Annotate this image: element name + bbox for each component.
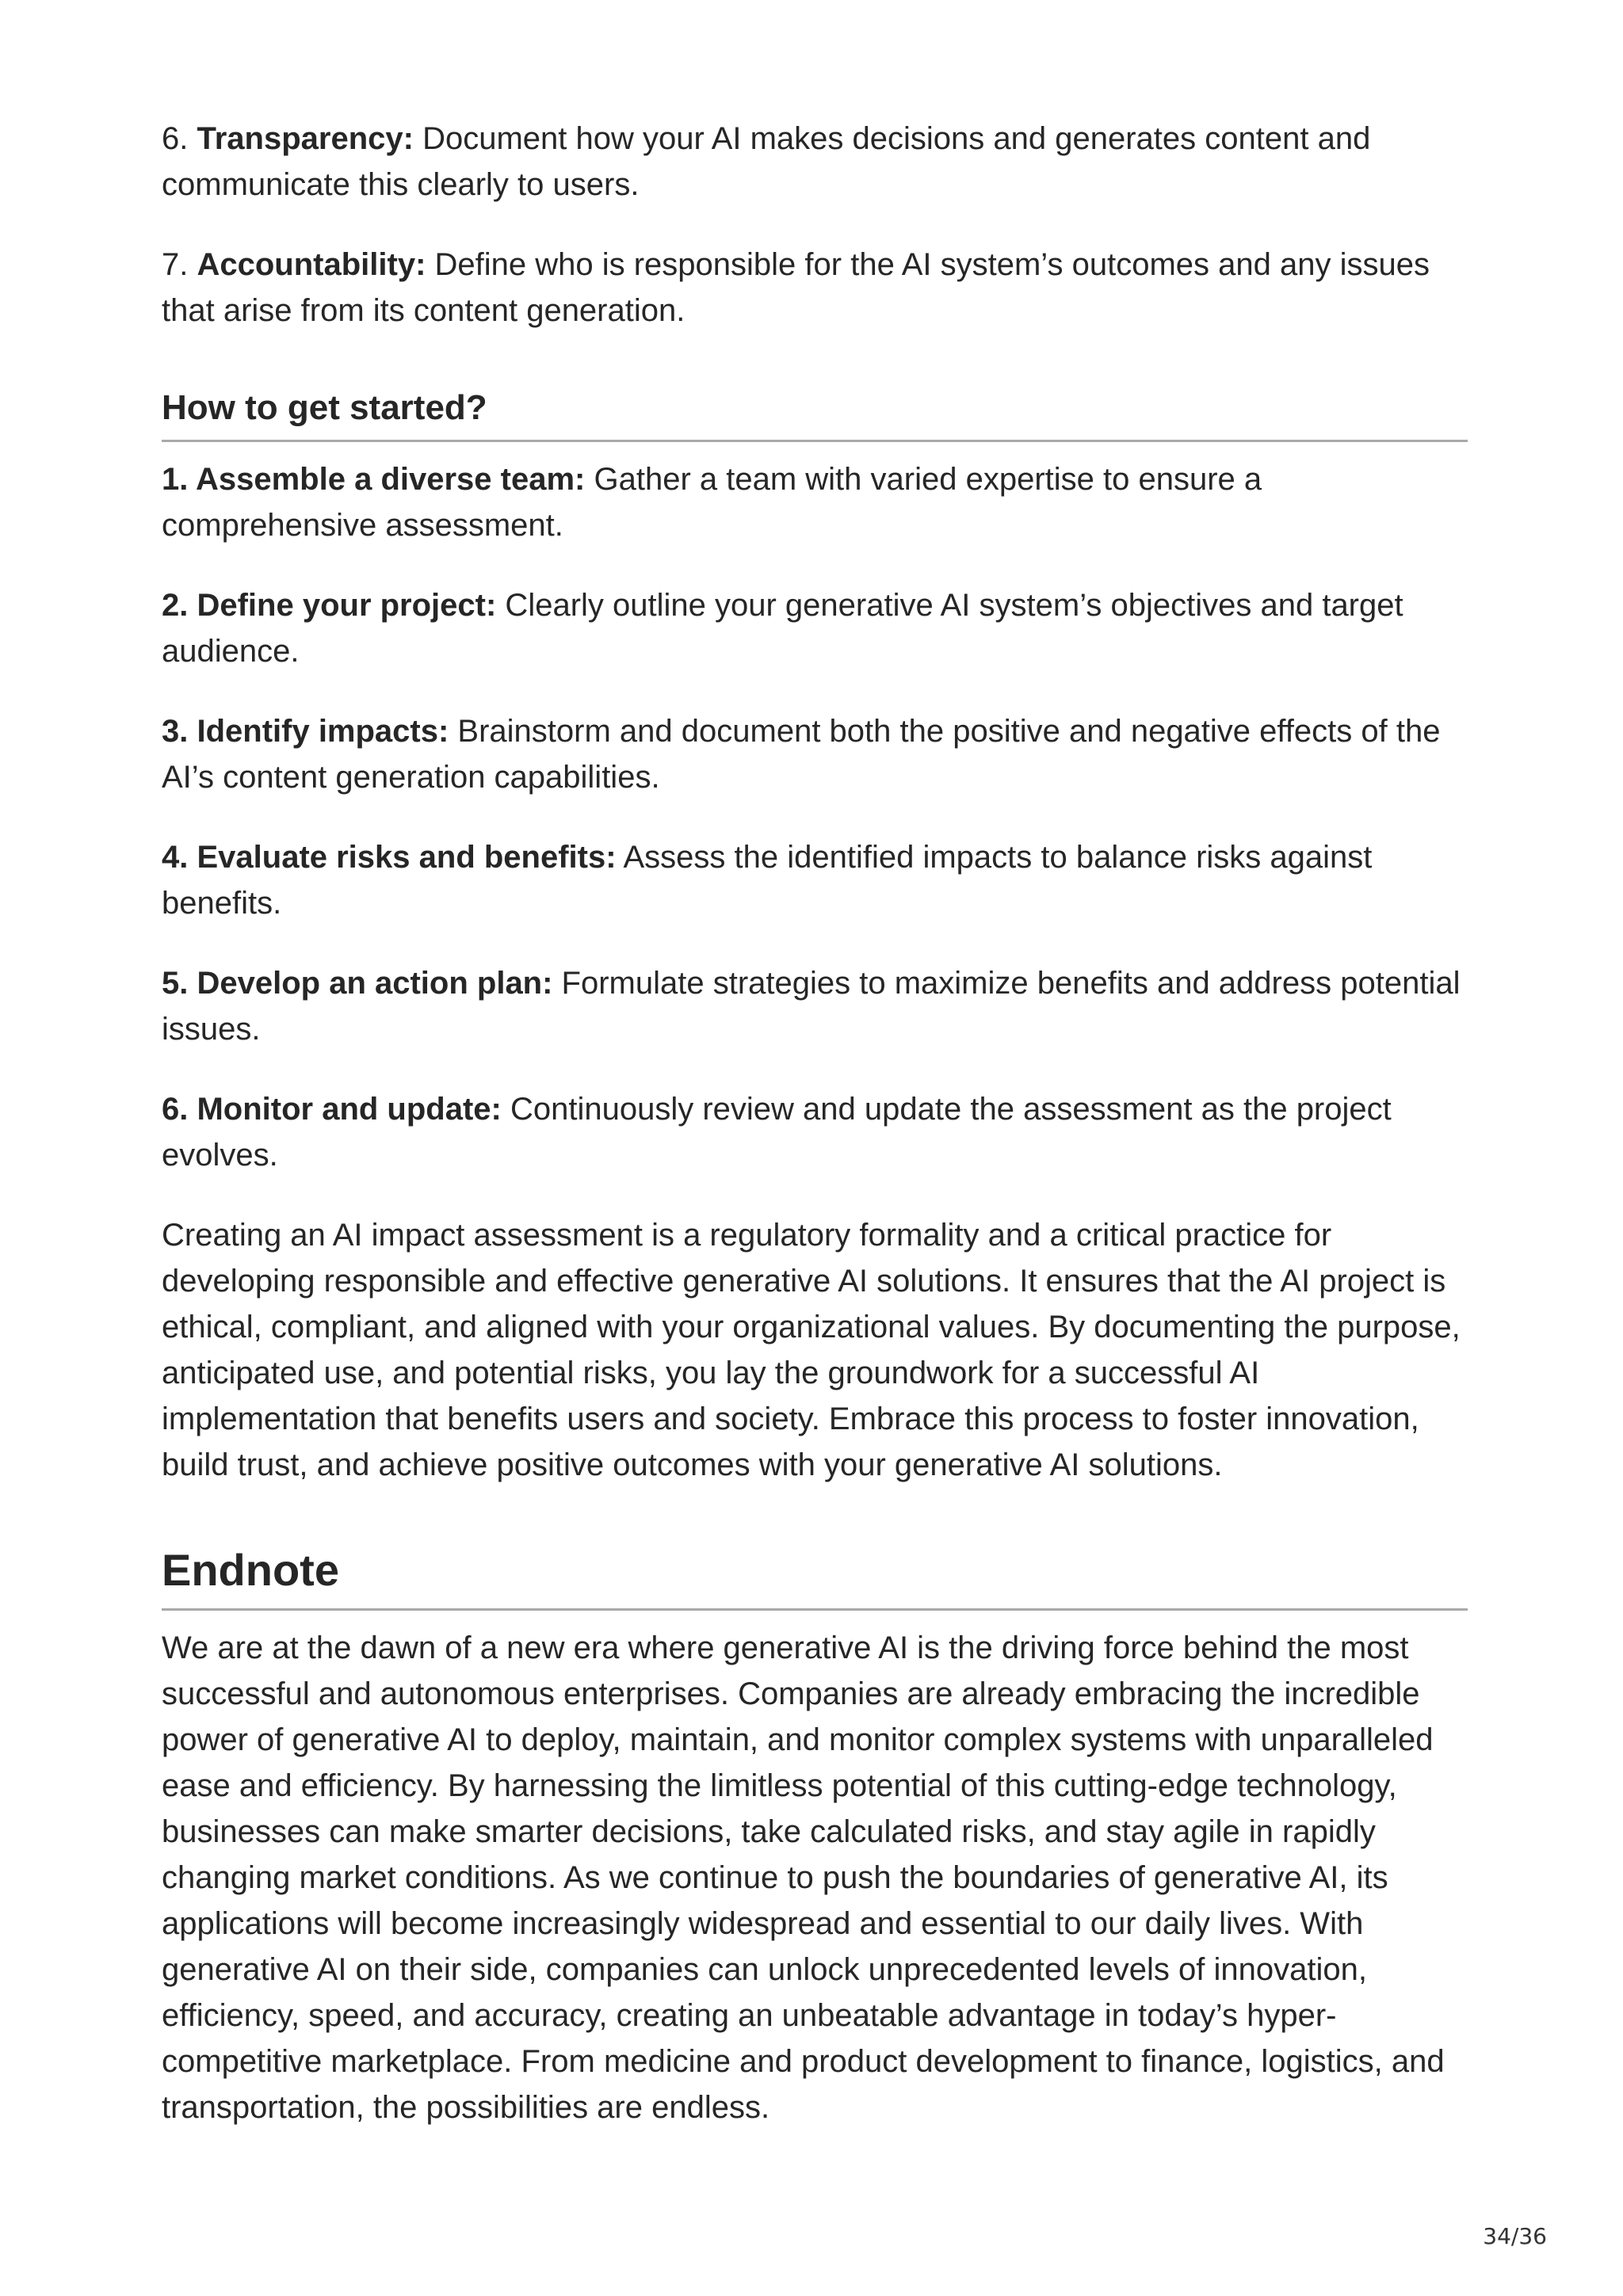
step-term: 1. Assemble a diverse team: xyxy=(162,462,586,497)
step-text: Formulate strategies to maximize benefits and address potential issues. xyxy=(162,966,1461,1047)
principle-term: Accountability: xyxy=(197,247,426,282)
section-heading-endnote: Endnote xyxy=(162,1543,1468,1611)
document-page xyxy=(162,116,1468,2164)
step-item xyxy=(162,582,1468,674)
principle-text: Define who is responsible for the AI system’s outcomes and any issues that arise from its content generation. xyxy=(162,247,1430,328)
step-text: Clearly outline your generative AI system’s objectives and target audience. xyxy=(162,588,1403,669)
step-item xyxy=(162,456,1468,548)
step-text: Assess the identified impacts to balance risks against benefits. xyxy=(162,840,1373,921)
step-item xyxy=(162,708,1468,800)
endnote-paragraph: We are at the dawn of a new era where generative AI is the driving force behind the most successful and autonomous enterprises. Companies are already embracing the incredible power of generative AI to deploy, maintain, and monitor complex systems with unparalleled ease and efficiency. By harnessing the limitless potential of this cutting-edge technology, businesses can make smarter decisions, take calculated risks, and stay agile in rapidly changing market conditions. As we continue to push the boundaries of generative AI, its applications will become increasingly widespread and essential to our daily lives. With generative AI on their side, companies can unlock unprecedented levels of innovation, efficiency, speed, and accuracy, creating an unbeatable advantage in today’s hyper-competitive marketplace. From medicine and product development to finance, logistics, and transportation, the possibilities are endless. xyxy=(162,1630,1445,2125)
page-number: 34/36 xyxy=(1483,2223,1547,2249)
step-text: Continuously review and update the assessment as the project evolves. xyxy=(162,1092,1392,1173)
step-text: Gather a team with varied expertise to ensure a comprehensive assessment. xyxy=(162,462,1262,543)
step-item xyxy=(162,834,1468,926)
step-term: 4. Evaluate risks and benefits: xyxy=(162,840,617,875)
principle-text: Document how your AI makes decisions and generates content and communicate this clearly to users. xyxy=(162,121,1371,202)
principle-number: 6. xyxy=(162,121,197,156)
step-term: 6. Monitor and update: xyxy=(162,1092,502,1127)
section-heading-get-started: How to get started? xyxy=(162,386,1468,442)
step-term: 5. Develop an action plan: xyxy=(162,966,553,1001)
principle-accountability xyxy=(162,242,1468,334)
principle-term: Transparency: xyxy=(197,121,414,156)
step-item xyxy=(162,960,1468,1052)
principle-number: 7. xyxy=(162,247,197,282)
summary-paragraph: Creating an AI impact assessment is a regulatory formality and a critical practice for developing responsible and effective generative AI solutions. It ensures that the AI project is ethical, compliant, and aligned with your organizational values. By documenting the purpose, anticipated use, and potential risks, you lay the groundwork for a successful AI implementation that benefits users and society. Embrace this process to foster innovation, build trust, and achieve positive outcomes with your generative AI solutions. xyxy=(162,1218,1461,1482)
step-item xyxy=(162,1086,1468,1178)
principle-transparency xyxy=(162,116,1468,208)
step-text: Brainstorm and document both the positive and negative effects of the AI’s content generation capabilities. xyxy=(162,714,1441,795)
step-term: 3. Identify impacts: xyxy=(162,714,449,749)
step-term: 2. Define your project: xyxy=(162,588,497,623)
